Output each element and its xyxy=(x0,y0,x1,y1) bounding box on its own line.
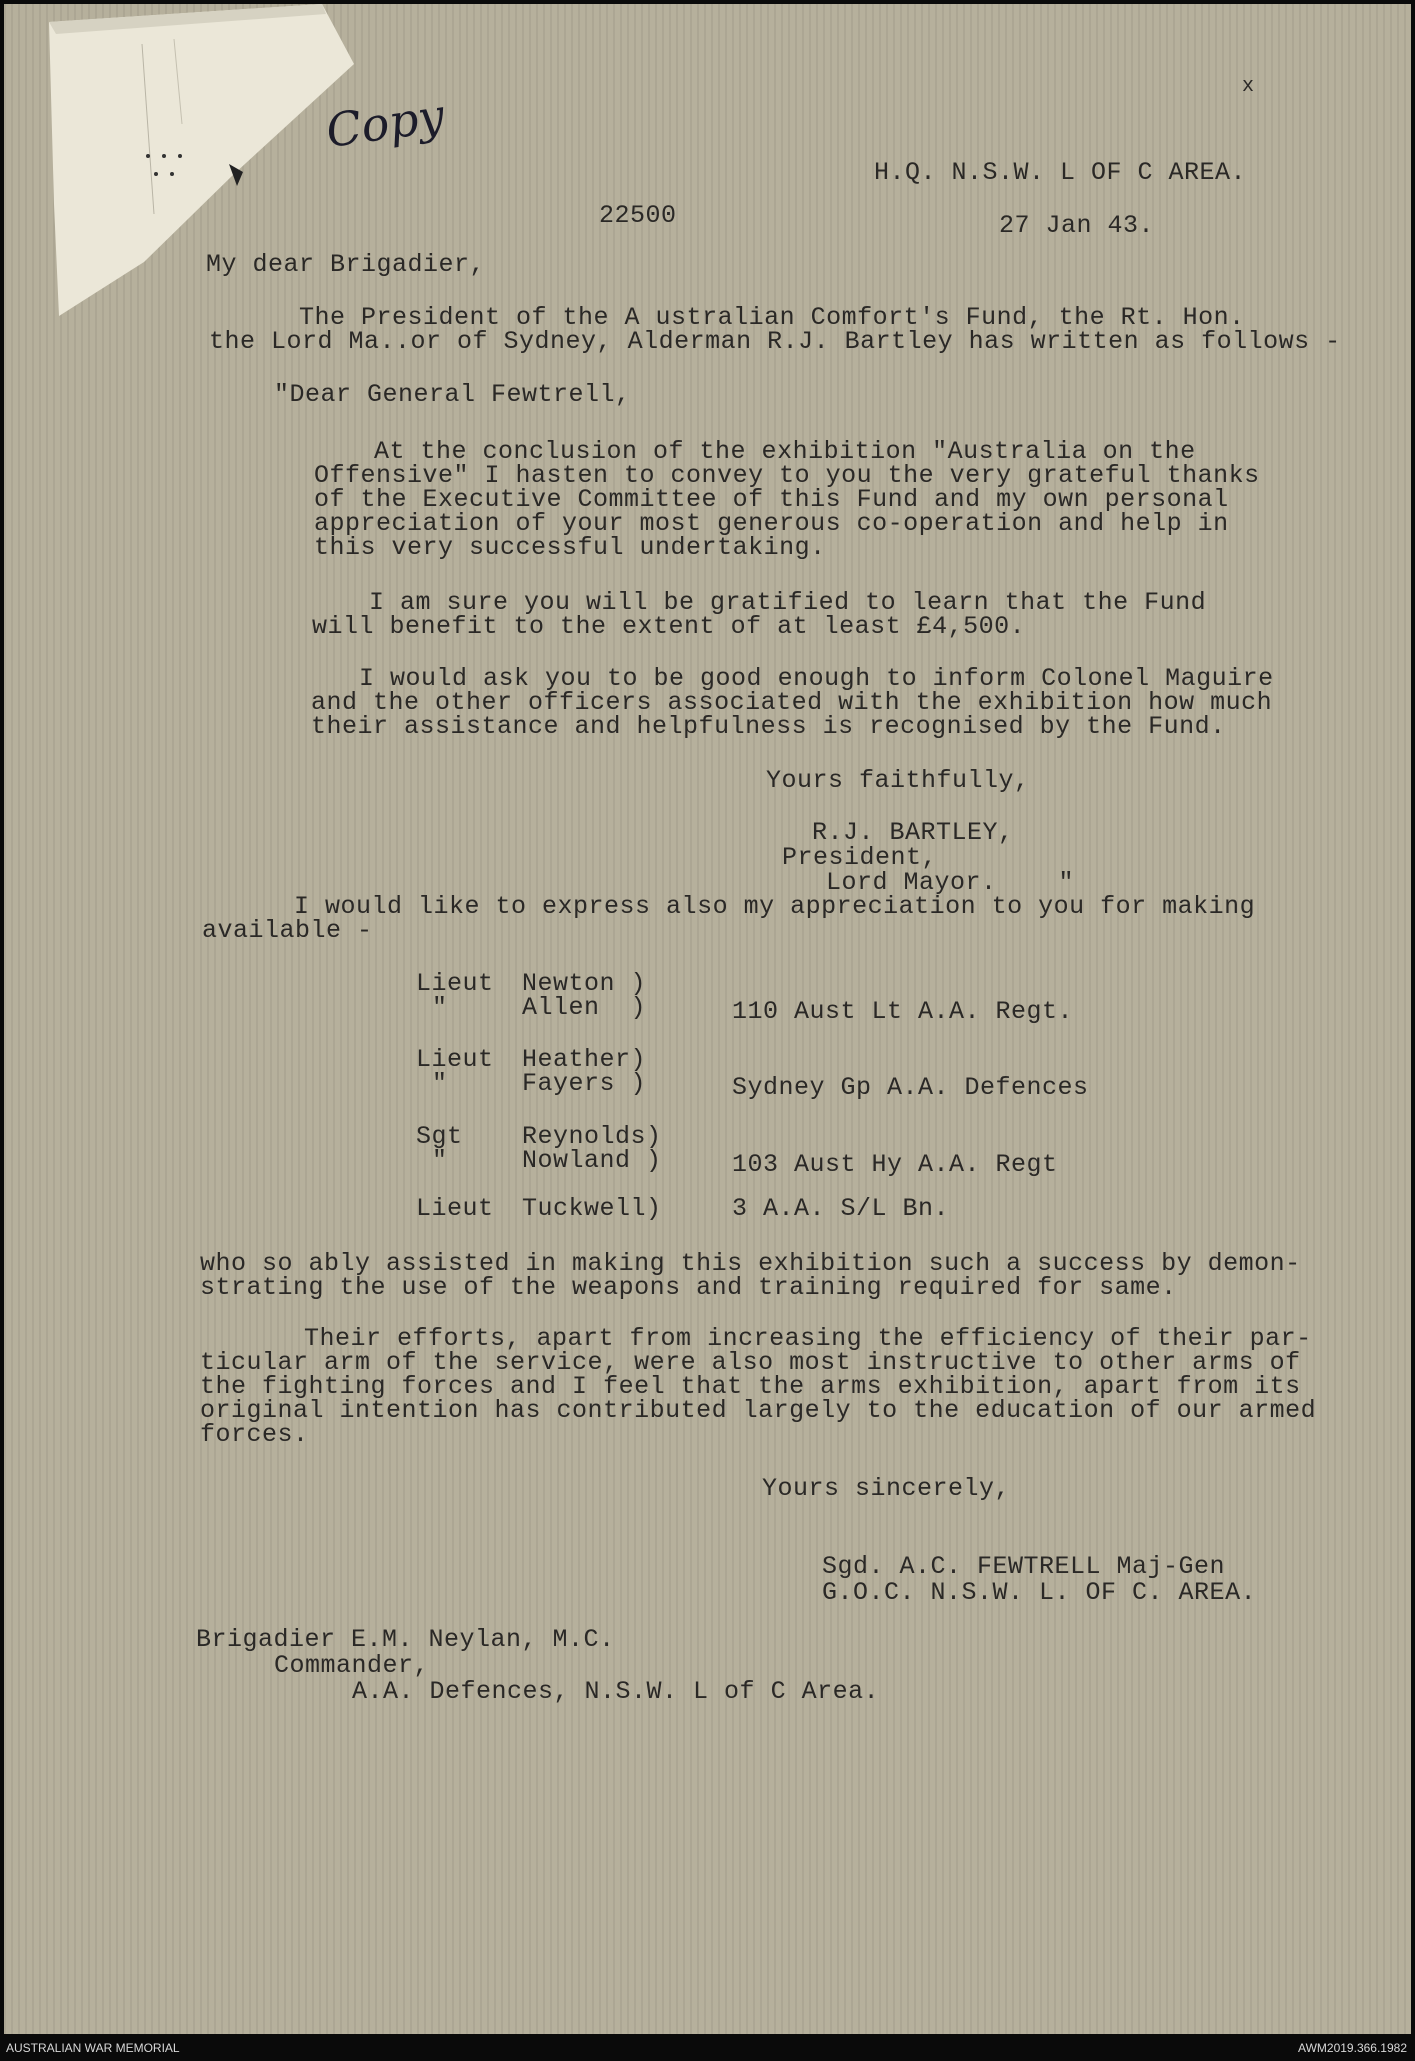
quoted-para1-line: appreciation of your most generous co-operation and help in xyxy=(314,509,1229,538)
personnel-rank: Lieut xyxy=(416,969,494,998)
signature-title: G.O.C. N.S.W. L. OF C. AREA. xyxy=(822,1578,1257,1607)
addressee-line: A.A. Defences, N.S.W. L of C Area. xyxy=(352,1677,880,1706)
signature-name: Sgd. A.C. FEWTRELL Maj-Gen xyxy=(822,1552,1226,1581)
assisted-line: who so ably assisted in making this exhibition such a success by demon- xyxy=(200,1249,1301,1278)
quoted-closing: Yours faithfully, xyxy=(766,766,1030,795)
salutation: My dear Brigadier, xyxy=(206,250,486,279)
personnel-rank: Lieut xyxy=(416,1045,494,1074)
footer-institution: AUSTRALIAN WAR MEMORIAL xyxy=(6,2041,180,2055)
personnel-name: Allen ) xyxy=(522,993,647,1022)
personnel-unit: 3 A.A. S/L Bn. xyxy=(732,1194,950,1223)
personnel-name: Nowland ) xyxy=(522,1146,662,1175)
personnel-name: Newton ) xyxy=(522,969,647,998)
handwritten-copy-mark: Copy xyxy=(322,88,448,158)
personnel-rank: " xyxy=(432,1069,448,1098)
efforts-line: Their efforts, apart from increasing the efficiency of their par- xyxy=(304,1324,1312,1353)
appreciation-line: available - xyxy=(202,916,373,945)
personnel-rank: " xyxy=(432,1146,448,1175)
efforts-line: original intention has contributed largely to the education of our armed xyxy=(200,1396,1317,1425)
personnel-name: Heather) xyxy=(522,1045,647,1074)
quoted-para1-line: At the conclusion of the exhibition "Australia on the xyxy=(374,437,1196,466)
intro-line: the Lord Ma..or of Sydney, Alderman R.J. Bartley has written as follows - xyxy=(209,327,1341,356)
letter-date: 27 Jan 43. xyxy=(999,211,1155,240)
corner-x-mark: x xyxy=(1242,75,1255,98)
personnel-name: Tuckwell) xyxy=(522,1194,662,1223)
quoted-para2-line: I am sure you will be gratified to learn that the Fund xyxy=(369,588,1207,617)
letterhead-org: H.Q. N.S.W. L OF C AREA. xyxy=(874,158,1247,187)
quoted-signer-title: Lord Mayor. " xyxy=(826,868,1075,897)
personnel-unit: Sydney Gp A.A. Defences xyxy=(732,1073,1089,1102)
appreciation-line: I would like to express also my appreciation to you for making xyxy=(294,892,1256,921)
quoted-signer-name: R.J. BARTLEY, xyxy=(812,818,1014,847)
efforts-line: the fighting forces and I feel that the arms exhibition, apart from its xyxy=(200,1372,1301,1401)
personnel-name: Reynolds) xyxy=(522,1122,662,1151)
intro-line: The President of the A ustralian Comfort's Fund, the Rt. Hon. xyxy=(299,303,1245,332)
addressee-line: Brigadier E.M. Neylan, M.C. xyxy=(196,1625,615,1654)
personnel-rank: " xyxy=(432,993,448,1022)
efforts-line: forces. xyxy=(200,1420,309,1449)
quoted-para1-line: this very successful undertaking. xyxy=(314,533,826,562)
quoted-para1-line: Offensive" I hasten to convey to you the very grateful thanks xyxy=(314,461,1260,490)
closing: Yours sincerely, xyxy=(762,1474,1011,1503)
quoted-para3-line: I would ask you to be good enough to inform Colonel Maguire xyxy=(359,664,1274,693)
personnel-name: Fayers ) xyxy=(522,1069,647,1098)
personnel-rank: Sgt xyxy=(416,1122,463,1151)
quoted-salutation: "Dear General Fewtrell, xyxy=(274,380,631,409)
personnel-unit: 103 Aust Hy A.A. Regt xyxy=(732,1150,1058,1179)
letter-page xyxy=(4,4,1411,2034)
efforts-line: ticular arm of the service, were also most instructive to other arms of xyxy=(200,1348,1301,1377)
quoted-para3-line: their assistance and helpfulness is recognised by the Fund. xyxy=(311,712,1226,741)
addressee-line: Commander, xyxy=(274,1651,430,1680)
archive-footer xyxy=(0,2034,1415,2061)
personnel-rank: Lieut xyxy=(416,1194,494,1223)
quoted-para3-line: and the other officers associated with the exhibition how much xyxy=(311,688,1273,717)
quoted-signer-title: President, xyxy=(782,843,938,872)
quoted-para2-line: will benefit to the extent of at least £4,500. xyxy=(312,612,1026,641)
assisted-line: strating the use of the weapons and training required for same. xyxy=(200,1273,1177,1302)
personnel-unit: 110 Aust Lt A.A. Regt. xyxy=(732,997,1074,1026)
file-number: 22500 xyxy=(599,201,677,230)
attached-paper-slip xyxy=(4,4,424,334)
quoted-para1-line: of the Executive Committee of this Fund and my own personal xyxy=(314,485,1229,514)
footer-accession-number: AWM2019.366.1982 xyxy=(1298,2041,1407,2055)
